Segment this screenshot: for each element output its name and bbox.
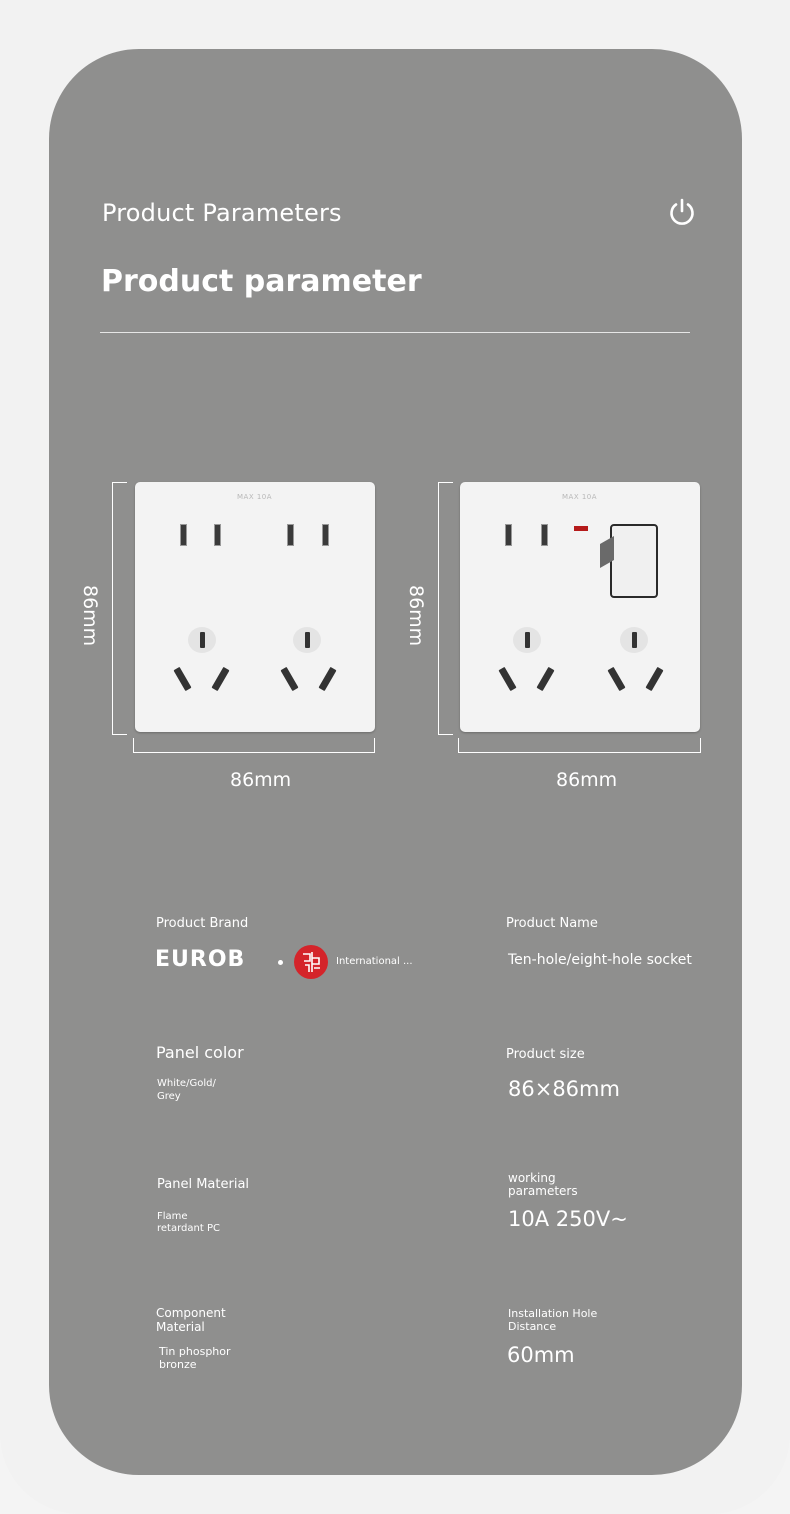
seal-mark-icon [300, 950, 322, 974]
socket-slot [214, 524, 221, 546]
product-name-label: Product Name [506, 916, 598, 931]
component-material-label-line2: Material [156, 1320, 205, 1334]
height-dimension-line [112, 482, 127, 735]
socket-plate-with-switch [460, 482, 700, 732]
installation-hole-label-line1: Installation Hole [508, 1307, 598, 1320]
width-dimension-line [458, 738, 701, 753]
product-size-label: Product size [506, 1047, 585, 1062]
panel-color-label: Panel color [156, 1043, 244, 1062]
working-parameters-label-line1: working [508, 1171, 556, 1185]
earth-pin-hole [513, 627, 541, 653]
socket-slot [541, 524, 548, 546]
product-name-value: Ten-hole/eight-hole socket [508, 952, 692, 968]
width-dimension-label: 86mm [556, 769, 618, 791]
product-brand-label: Product Brand [156, 916, 249, 931]
angled-pin-hole [645, 667, 663, 691]
height-dimension-label: 86mm [79, 585, 101, 647]
brand-seal-logo [294, 945, 328, 979]
panel-material-value-line1: Flame [157, 1211, 188, 1222]
max-rating-label: MAX 10A [237, 493, 273, 501]
panel-color-value-line1: White/Gold/ [157, 1078, 216, 1089]
rocker-switch[interactable] [610, 524, 658, 598]
earth-pin-hole [620, 627, 648, 653]
brand-logo: EUROB [155, 947, 246, 972]
rocker-switch-shadow [600, 536, 614, 568]
height-dimension-line [438, 482, 453, 735]
component-material-label-line1: Component [156, 1306, 226, 1320]
earth-pin-hole [188, 627, 216, 653]
indicator-light [574, 526, 588, 531]
width-dimension-line [133, 738, 375, 753]
socket-slot [505, 524, 512, 546]
angled-pin-hole [318, 667, 336, 691]
socket-slot [180, 524, 187, 546]
working-parameters-value: 10A 250V~ [508, 1207, 628, 1231]
angled-pin-hole [607, 667, 625, 691]
angled-pin-hole [536, 667, 554, 691]
separator-dot [278, 960, 283, 965]
panel-color-value-line2: Grey [157, 1091, 181, 1102]
component-material-value-line2: bronze [159, 1358, 197, 1371]
height-dimension-label: 86mm [405, 585, 427, 647]
section-heading: Product parameter [101, 264, 422, 299]
max-rating-label: MAX 10A [562, 493, 598, 501]
component-material-value-line1: Tin phosphor [159, 1345, 231, 1358]
angled-pin-hole [211, 667, 229, 691]
divider [100, 332, 690, 333]
angled-pin-hole [498, 667, 516, 691]
seal-caption: International ... [336, 956, 413, 967]
installation-hole-value: 60mm [507, 1343, 575, 1367]
page-title: Product Parameters [102, 199, 342, 227]
angled-pin-hole [173, 667, 191, 691]
socket-slot [322, 524, 329, 546]
panel-material-value-line2: retardant PC [157, 1223, 220, 1234]
power-icon[interactable] [667, 197, 697, 227]
socket-plate [135, 482, 375, 732]
working-parameters-label-line2: parameters [508, 1184, 578, 1198]
width-dimension-label: 86mm [230, 769, 292, 791]
socket-slot [287, 524, 294, 546]
panel-material-label: Panel Material [157, 1177, 250, 1192]
product-size-value: 86×86mm [508, 1077, 620, 1101]
earth-pin-hole [293, 627, 321, 653]
angled-pin-hole [280, 667, 298, 691]
installation-hole-label-line2: Distance [508, 1320, 557, 1333]
parameter-card [49, 49, 742, 1475]
